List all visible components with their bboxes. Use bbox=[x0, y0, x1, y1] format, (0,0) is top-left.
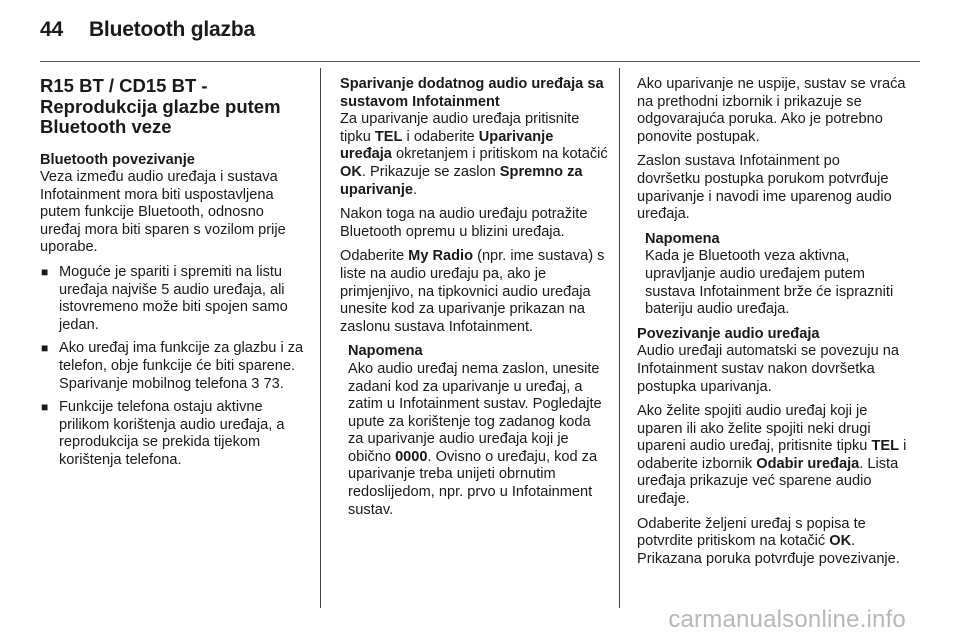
list-item: ■ Funkcije telefona ostaju aktivne prilikom korištenja audio uređaja, a reprodukcija se prekida tijekom korištenja telefona. bbox=[41, 399, 285, 468]
column-2 bbox=[340, 76, 608, 526]
paragraph: Zaslon sustava Infotainment po dovršetku postupka porukom potvrđuje uparivanje i navodi ime uparenog audio uređaja. bbox=[637, 153, 892, 223]
list-item: ■ Moguće je spariti i spremiti na listu uređaja najviše 5 audio uređaja, ali istovremeno može biti spojen samo jedan. bbox=[41, 264, 288, 333]
paragraph: Audio uređaji automatski se povezuju na Infotainment sustav nakon dovršetka postupka uparivanja. bbox=[637, 343, 900, 395]
paragraph: Odaberite My Radio (npr. ime sustava) s liste na audio uređaju pa, ako je primjenjivo, na tipkovnici audio uređaja unesite kod za uparivanje prikazan na zaslonu sustava Infotainment. bbox=[340, 248, 605, 335]
note-text: Ako audio uređaj nema zaslon, unesite zadani kod za uparivanje u uređaj, a zatim u Infotainment sustav. Pogledajte upute za korištenje tog zadanog koda za uparivanje audio uređaja koji je obično 0000. Ovisno o uređaju, kod za uparivanje treba unijeti obrnutim redoslijedom, npr. prvo u Infotainment sustav. bbox=[348, 360, 602, 518]
note-title: Napomena bbox=[645, 230, 720, 247]
page-reference-link[interactable]: 3 73. bbox=[251, 375, 284, 392]
paragraph: Veza između audio uređaja i sustava Infotainment mora biti uspostavljena putem funkcije Bluetooth, odnosno uređaj mora biti sparen s vozilom prije uporabe. bbox=[40, 169, 286, 256]
reference-arrow-icon: 3 bbox=[251, 375, 260, 392]
column-3 bbox=[637, 76, 907, 575]
page-number: 44 bbox=[40, 18, 63, 41]
paragraph: Ako uparivanje ne uspije, sustav se vraća na prethodni izbornik i prikazuje se odgovarajuća poruka. Ako je potrebno ponovite postupak. bbox=[637, 76, 906, 145]
column-divider-1 bbox=[320, 68, 321, 608]
column-divider-2 bbox=[619, 68, 620, 608]
note-title: Napomena bbox=[348, 343, 423, 360]
paragraph: Ako želite spojiti audio uređaj koji je uparen ili ako želite spojiti neki drugi upareni audio uređaj, pritisnite tipku TEL i odaberite izbornik Odabir uređaja. Lista uređaja prikazuje već sparene audio uređaje. bbox=[637, 403, 907, 508]
paragraph: Nakon toga na audio uređaju potražite Bluetooth opremu u blizini uređaja. bbox=[340, 206, 588, 240]
subheading-povezivanje: Povezivanje audio uređaja bbox=[637, 325, 820, 342]
bullet-list bbox=[40, 264, 308, 470]
note-box bbox=[645, 231, 907, 319]
paragraph: Odaberite željeni uređaj s popisa te potvrdite pritiskom na kotačić OK. Prikazana poruka potvrđuje povezivanje. bbox=[637, 515, 900, 567]
note-box bbox=[348, 343, 608, 519]
subheading-sparivanje: Sparivanje dodatnog audio uređaja sa sustavom Infotainment bbox=[340, 76, 604, 110]
bullet-icon: ■ bbox=[41, 265, 49, 280]
paragraph: Za uparivanje audio uređaja pritisnite tipku TEL i odaberite Uparivanje uređaja okretanjem i pritiskom na kotačić OK. Prikazuje se zaslon Spremno za uparivanje. bbox=[340, 111, 608, 198]
bullet-icon: ■ bbox=[41, 400, 49, 415]
list-item: ■ Ako uređaj ima funkcije za glazbu i za telefon, obje funkcije će biti sparene. Sparivanje mobilnog telefona 3 73. bbox=[41, 340, 304, 392]
header-divider bbox=[40, 61, 920, 62]
bullet-icon: ■ bbox=[41, 341, 49, 356]
column-1 bbox=[40, 76, 308, 476]
note-text: Kada je Bluetooth veza aktivna, upravljanje audio uređajem putem sustava Infotainment brže će isprazniti bateriju audio uređaja. bbox=[645, 248, 894, 318]
watermark: carmanualsonline.info bbox=[668, 606, 906, 633]
subheading-bluetooth-povezivanje: Bluetooth povezivanje bbox=[40, 151, 195, 168]
chapter-title: Bluetooth glazba bbox=[88, 18, 255, 41]
section-title: R15 BT / CD15 BT - Reprodukcija glazbe putem Bluetooth veze bbox=[40, 75, 281, 137]
page-header bbox=[40, 18, 255, 42]
